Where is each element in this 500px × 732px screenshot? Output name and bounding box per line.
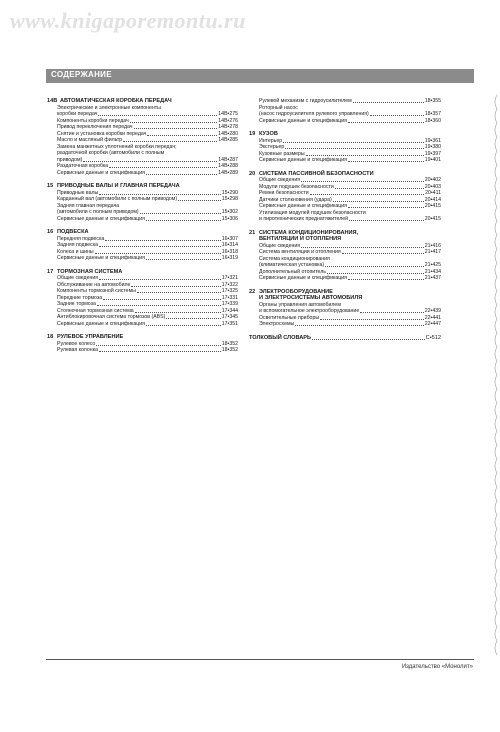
toc-page-number: 16•318 [221, 248, 238, 255]
toc-entry-label: Рулевая колонка [57, 347, 98, 353]
toc-page-number: 17•339 [221, 301, 238, 307]
dot-leader [146, 259, 221, 260]
toc-page-number: 14B•288 [218, 163, 238, 169]
dot-leader [320, 319, 424, 320]
toc-entry-label: Передняя подвеска [57, 235, 105, 242]
toc-entry-label: Сервисные данные и спецификация [57, 255, 145, 261]
toc-entry-label: Датчики столкновения (удара) [259, 196, 332, 203]
toc-page-number: 14B•289 [218, 169, 238, 176]
toc-entry [259, 216, 441, 223]
toc-entry-label: Замена манжетных уплотнений коробки передач; [57, 143, 177, 150]
toc-section-continuation [249, 98, 441, 124]
toc-page-number: 16•319 [221, 255, 238, 261]
site-watermark: www.knigaporemontu.ru [10, 8, 246, 33]
section-title-line: ТОРМОЗНАЯ СИСТЕМА [57, 268, 123, 275]
toc-entry-label: Привод переключения передач [57, 124, 133, 130]
dot-leader [335, 188, 424, 189]
toc-entries [249, 138, 441, 164]
dot-leader [98, 115, 217, 116]
toc-entry-label: Масло и масляный фильтр [57, 137, 123, 143]
section-title-line: КУЗОВ [259, 131, 278, 137]
dot-leader [147, 135, 217, 136]
dot-leader [333, 201, 424, 202]
toc-page-number: 18•352 [221, 340, 238, 347]
toc-section [47, 229, 238, 262]
toc-entry-label: Сервисные данные и спецификация [259, 203, 347, 209]
toc-entry-label: Снятие и установка коробки передач [57, 130, 147, 137]
dot-leader [123, 141, 217, 142]
toc-entry-label: Экстерьер [259, 144, 285, 150]
toc-section [47, 98, 238, 176]
toc-section [249, 131, 441, 164]
toc-entry-label: Электрические и электронные компоненты [57, 104, 161, 111]
contents-header-bar [46, 69, 474, 83]
section-number: 15 [47, 183, 54, 189]
toc-page-number: 21•416 [424, 242, 441, 249]
toc-entry-label: Интерьер [259, 137, 283, 144]
toc-page-number: 22•439 [424, 308, 441, 314]
toc-page-number: 20•415 [424, 203, 441, 209]
toc-entry-label: Сервисные данные и спецификация [57, 320, 145, 327]
toc-entry-label: коробки передач [57, 111, 98, 117]
toc-entries [47, 341, 238, 354]
dot-leader [95, 253, 221, 254]
dot-leader [137, 292, 221, 293]
toc-page-number: 14B•275 [218, 111, 238, 117]
dot-leader [348, 207, 424, 208]
section-number: 17 [47, 268, 54, 275]
toc-entry [259, 118, 441, 125]
dot-leader [301, 181, 424, 182]
toc-section [249, 171, 441, 223]
dot-leader [140, 213, 221, 214]
toc-page-number: 15•302 [221, 209, 238, 215]
section-title-line: СИСТЕМА ПАССИВНОЙ БЕЗОПАСНОСТИ [259, 170, 374, 177]
toc-page-number: 20•411 [425, 190, 441, 196]
toc-entry-label: Антиблокировочная система тормозов (ABS) [57, 314, 166, 320]
dot-leader [105, 240, 220, 241]
toc-page-number: 16•314 [221, 242, 238, 248]
dot-leader [97, 305, 221, 306]
toc-page-number: 21•434 [424, 268, 441, 275]
dot-leader [146, 174, 217, 175]
toc-entry [259, 321, 441, 328]
toc-entry [57, 255, 238, 262]
dot-leader [348, 161, 424, 162]
toc-entry-label: Сервисные данные и спецификация [57, 215, 145, 222]
dot-leader [99, 279, 221, 280]
dot-leader [342, 253, 424, 254]
dot-leader [99, 351, 221, 352]
toc-page-number: 19•380 [424, 144, 441, 150]
toc-entry-label: (климатическая установка) [259, 262, 325, 268]
toc-page-number: 21•417 [424, 249, 441, 255]
dot-leader [348, 279, 424, 280]
dot-leader [166, 318, 220, 319]
toc-page-number: 21•437 [424, 275, 441, 281]
toc-page-number: 17•344 [221, 307, 238, 314]
section-title-line: ЭЛЕКТРООБОРУДОВАНИЕ [259, 288, 333, 295]
dot-leader [135, 312, 221, 313]
toc-entry-label: Система вентиляции и отопления [259, 249, 341, 255]
dot-leader [306, 155, 424, 156]
toc-entry-label: Электросхемы [259, 321, 295, 327]
toc-entry [57, 170, 238, 177]
toc-entry-label: Задние тормоза [57, 301, 96, 307]
toc-entry-label: Система кондиционирования [259, 255, 330, 262]
toc-entry-label: и пиротехнических преднатяжителей [259, 216, 349, 222]
toc-entry-label: Задняя подвеска [57, 242, 99, 248]
toc-page-number: 19•401 [424, 157, 441, 163]
toc-page-number: 19•397 [424, 150, 441, 157]
toc-entry-label: приводом) [57, 156, 83, 163]
section-title-line: ПОДВЕСКА [57, 229, 89, 235]
toc-entry-label: Сервисные данные и спецификация [259, 117, 347, 124]
section-number: 14B [47, 98, 58, 104]
dot-leader [301, 247, 424, 248]
toc-page-number: 16•307 [221, 235, 238, 242]
dot-leader [310, 194, 424, 195]
right-column [249, 98, 441, 341]
toc-entry-label: Приводные валы [57, 189, 99, 196]
toc-section [249, 289, 441, 328]
toc-page-number: 17•321 [221, 275, 238, 281]
section-title-line: ВЕНТИЛЯЦИИ И ОТОПЛЕНИЯ [259, 236, 342, 242]
toc-entry-label: Органы управления автомобилем [259, 301, 341, 308]
toc-page-number: 20•414 [424, 196, 441, 203]
toc-entry-label: Компоненты коробки передач [57, 117, 129, 124]
toc-page-number: 17•345 [221, 314, 238, 320]
toc-entry-label: Карданный вал (автомобили с полным приводом) [57, 196, 178, 202]
dot-leader [146, 325, 221, 326]
dot-leader [96, 345, 220, 346]
toc-page-number: 15•290 [221, 189, 238, 196]
toc-page-number: 18•355 [424, 98, 441, 104]
dot-leader [283, 142, 424, 143]
left-column [47, 98, 238, 361]
dot-leader [295, 325, 423, 326]
toc-page-number: 17•351 [221, 320, 238, 327]
dot-leader [130, 122, 218, 123]
section-title [259, 131, 441, 138]
toc-page-number: 20•415 [424, 216, 441, 222]
section-number: 22 [249, 288, 256, 295]
dot-leader [370, 115, 424, 116]
section-title-line: ПРИВОДНЫЕ ВАЛЫ И ГЛАВНАЯ ПЕРЕДАЧА [57, 183, 180, 189]
toc-section [47, 269, 238, 328]
toc-entry-label: Общие сведения [259, 242, 301, 249]
section-number: 19 [249, 131, 256, 137]
toc-page-number: 15•306 [221, 215, 238, 222]
toc-entry-label: Осветительные приборы [259, 314, 320, 321]
dot-leader [109, 167, 217, 168]
toc-page-number: 17•325 [221, 288, 238, 294]
toc-page-number: 14B•280 [218, 130, 238, 137]
dot-leader [178, 200, 221, 201]
toc-entries [47, 275, 238, 327]
publisher-name: Издательство «Монолит» [401, 664, 473, 670]
section-title-line: И ЭЛЕКТРОСИСТЕМЫ АВТОМОБИЛЯ [259, 295, 363, 301]
toc-entry [259, 275, 441, 282]
toc-entries [47, 105, 238, 177]
section-title [259, 289, 441, 302]
toc-entries [249, 177, 441, 223]
toc-entry-label: Модули подушек безопасности [259, 183, 334, 190]
toc-section [47, 183, 238, 222]
contents-title: СОДЕРЖАНИЕ [51, 70, 112, 79]
toc-page-number: 18•357 [424, 111, 441, 117]
dot-leader [327, 273, 424, 274]
toc-entry-label: Сервисные данные и спецификация [57, 169, 145, 176]
dot-leader [134, 128, 218, 129]
toc-page-number: 17•331 [221, 294, 238, 301]
toc-entry-label: Сервисные данные и спецификация [259, 157, 347, 163]
dot-leader [99, 194, 220, 195]
toc-entry-label: Рулевой механизм с гидроусилителем [259, 98, 352, 104]
toc-entries [249, 243, 441, 282]
toc-section [47, 334, 238, 354]
dot-leader [99, 246, 221, 247]
toc-page-number: 22•447 [424, 321, 441, 327]
toc-entry-label: Сервисные данные и спецификация [259, 275, 347, 281]
footer-divider [46, 659, 474, 660]
dot-leader [349, 220, 424, 221]
toc-entry-label: Ремни безопасности [259, 190, 309, 196]
toc-entry-label: Дополнительный отопитель [259, 268, 326, 275]
toc-entries [47, 190, 238, 223]
section-title-line: РУЛЕВОЕ УПРАВЛЕНИЕ [57, 334, 124, 340]
dot-leader [146, 220, 221, 221]
toc-entries [249, 302, 441, 328]
toc-entry [57, 216, 238, 223]
toc-entry-label: раздаточной коробки (автомобили с полным [57, 150, 165, 156]
dot-leader [285, 148, 424, 149]
toc-page-number: 14B•278 [218, 124, 238, 130]
dot-leader [83, 161, 217, 162]
dot-leader [360, 312, 424, 313]
dot-leader [348, 122, 424, 123]
toc-section-heading [249, 289, 441, 302]
glossary-label: ТОЛКОВЫЙ СЛОВАРЬ [249, 334, 311, 341]
toc-entry-label: Задняя главная передача [57, 202, 120, 209]
toc-entry-label: Обслуживание на автомобиле [57, 281, 131, 288]
toc-entry-label: Раздаточная коробка [57, 163, 109, 169]
toc-entry-label: Колеса и шины [57, 248, 94, 255]
toc-page-number: 17•322 [221, 281, 238, 288]
toc-entry-label: Общие сведения [259, 177, 301, 183]
toc-section-heading [249, 230, 441, 243]
toc-page-number: 21•425 [424, 262, 441, 268]
toc-page-number: 14B•276 [218, 117, 238, 124]
toc-section [249, 230, 441, 282]
section-number: 16 [47, 229, 54, 235]
toc-page-number: 22•441 [424, 314, 441, 321]
toc-entries [47, 236, 238, 262]
toc-entry-label: Кузовные размеры [259, 150, 305, 157]
glossary-entry [249, 335, 441, 342]
section-number: 21 [249, 229, 256, 236]
toc-entry-label: Роторный насос [259, 104, 298, 111]
toc-entry-label: Общие сведения [57, 275, 99, 281]
toc-entries [249, 98, 441, 124]
toc-entry-label: Утилизация модулей подушек безопасности [259, 209, 366, 216]
dot-leader [325, 266, 424, 267]
dot-leader [131, 286, 220, 287]
toc-page-number: 20•403 [424, 183, 441, 190]
toc-entry-label: Передние тормоза [57, 294, 103, 301]
toc-entry [57, 347, 238, 354]
glossary-page-number: С•512 [425, 334, 441, 341]
dot-leader [312, 339, 425, 340]
toc-entry-label: (насос гидроусилителя рулевого управления) [259, 111, 369, 117]
toc-page-number: 14B•287 [218, 156, 238, 163]
section-number: 18 [47, 334, 54, 340]
toc-entry-label: Стояночная тормозная система [57, 307, 134, 314]
toc-entry-label: и вспомогательное электрооборудование [259, 308, 360, 314]
section-title-line: СИСТЕМА КОНДИЦИОНИРОВАНИЯ, [259, 229, 359, 236]
toc-page-number: 15•298 [221, 196, 238, 202]
toc-entry-label: Компоненты тормозной системы [57, 288, 136, 294]
toc-entry-label: Рулевое колесо [57, 340, 96, 347]
toc-page-number: 20•402 [424, 177, 441, 183]
toc-entry-label: (автомобили с полным приводом) [57, 209, 139, 215]
section-number: 20 [249, 170, 256, 177]
toc-page-number: 18•360 [424, 117, 441, 124]
section-title [259, 230, 441, 243]
toc-page-number: 18•352 [221, 347, 238, 353]
section-title-line: АВТОМАТИЧЕСКАЯ КОРОБКА ПЕРЕДАЧ [60, 98, 172, 104]
toc-entry [259, 157, 441, 164]
toc-entry [57, 321, 238, 328]
dot-leader [353, 102, 424, 103]
page-edge-decoration [493, 95, 498, 655]
dot-leader [103, 299, 221, 300]
toc-page-number: 19•361 [424, 137, 441, 144]
toc-page-number: 14B•285 [218, 137, 238, 143]
